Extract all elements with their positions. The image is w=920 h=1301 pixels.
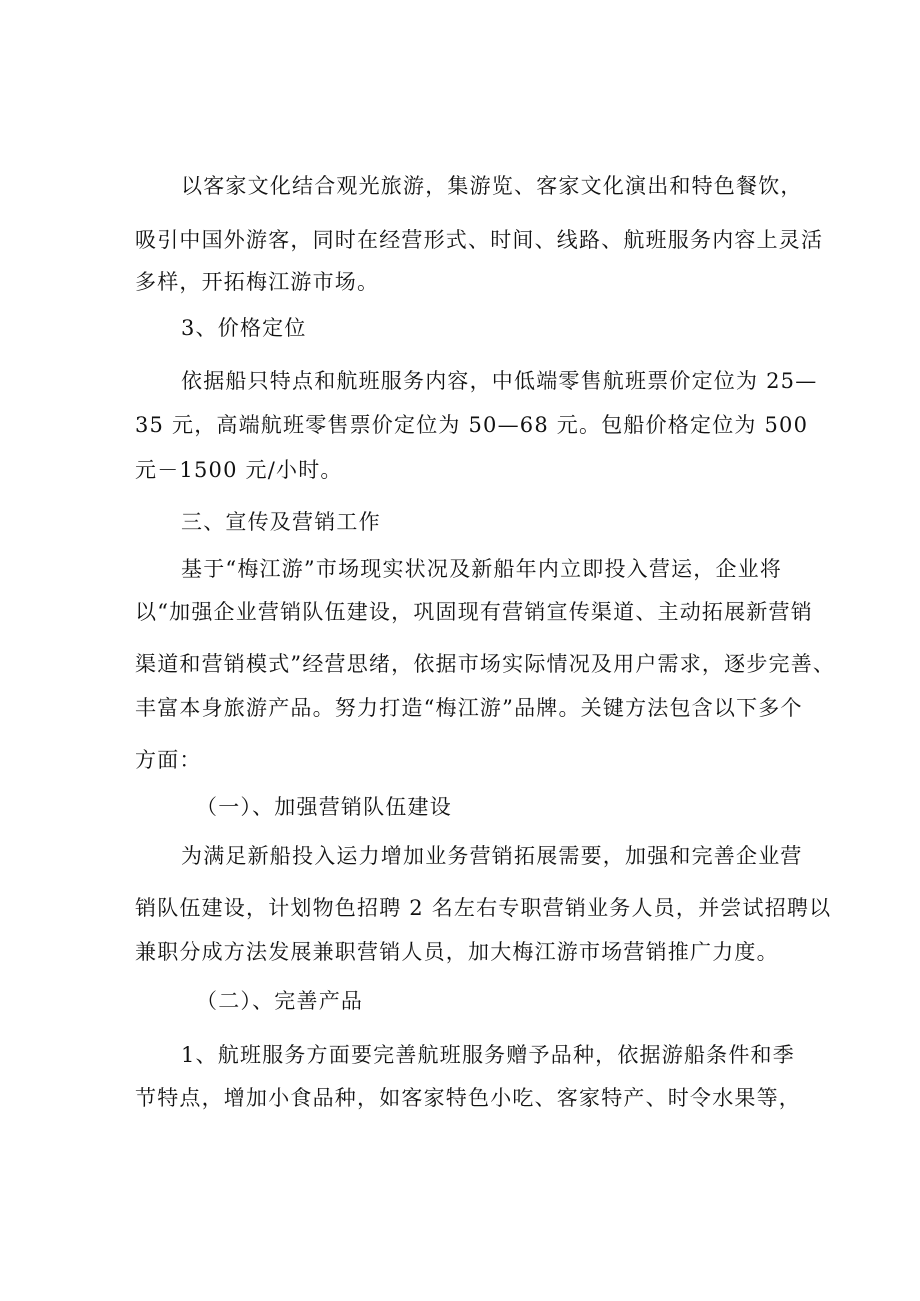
paragraph-line: 多样，开拓梅江游市场。 [135, 270, 380, 294]
paragraph-line: 节特点，增加小食品种，如客家特色小吃、客家特产、时令水果等， [135, 1086, 801, 1110]
subsection-heading: （一）、加强营销队伍建设 [196, 795, 452, 819]
paragraph-line: 方面： [135, 748, 202, 772]
paragraph-line: 兼职分成方法发展兼职营销人员，加大梅江游市场营销推广力度。 [135, 940, 779, 964]
paragraph-line: 销队伍建设，计划物色招聘 2 名左右专职营销业务人员，并尝试招聘以 [135, 896, 832, 920]
paragraph-line: 基于“梅江游”市场现实状况及新船年内立即投入营运，企业将 [181, 557, 783, 581]
paragraph-line: 为满足新船投入运力增加业务营销拓展需要，加强和完善企业营 [181, 844, 803, 868]
paragraph-line: 35 元，高端航班零售票价定位为 50—68 元。包船价格定位为 500 [135, 413, 809, 437]
paragraph-line: 吸引中国外游客，同时在经营形式、时间、线路、航班服务内容上灵活 [135, 228, 824, 252]
paragraph-line: 1、航班服务方面要完善航班服务赠予品种，依据游船条件和季 [181, 1043, 795, 1067]
paragraph-line: 以“加强企业营销队伍建设，巩固现有营销宣传渠道、主动拓展新营销 [135, 600, 813, 624]
paragraph-line: 以客家文化结合观光旅游，集游览、客家文化演出和特色餐饮， [181, 174, 803, 198]
subsection-heading: （二）、完善产品 [196, 989, 364, 1013]
section-heading: 三、宣传及营销工作 [181, 510, 381, 534]
paragraph-line: 依据船只特点和航班服务内容，中低端零售航班票价定位为 25— [181, 369, 818, 393]
paragraph-line: 渠道和营销模式”经营思绪，依据市场实际情况及用户需求，逐步完善、 [135, 652, 836, 676]
paragraph-line: 丰富本身旅游产品。努力打造“梅江游”品牌。关键方法包含以下多个 [135, 696, 803, 720]
section-heading: 3、价格定位 [181, 316, 307, 340]
paragraph-line: 元－1500 元/小时。 [135, 458, 343, 482]
